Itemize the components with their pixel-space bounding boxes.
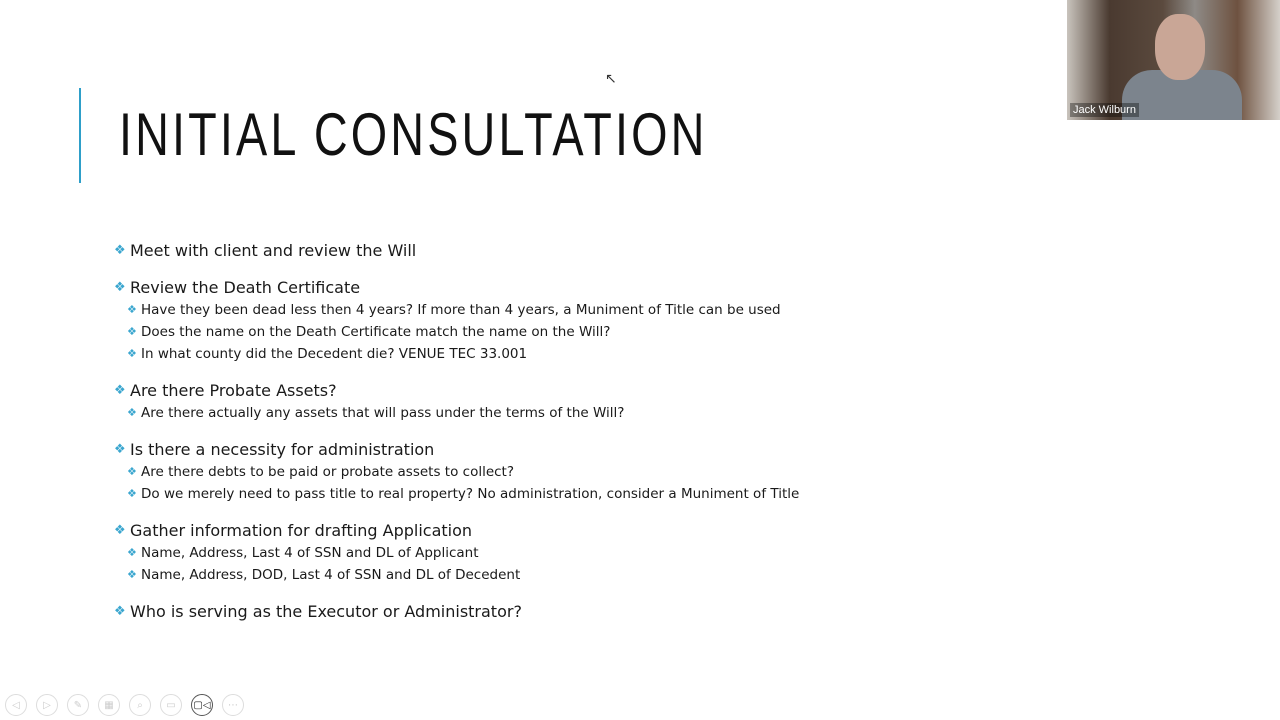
diamond-bullet-icon: ❖ <box>127 325 137 338</box>
sub-bullet-item <box>114 542 799 564</box>
sub-bullet-text: In what county did the Decedent die? VENUE TEC 33.001 <box>141 346 528 362</box>
title-accent-bar <box>79 88 81 183</box>
bullet-item <box>114 380 799 402</box>
diamond-bullet-icon: ❖ <box>127 487 137 500</box>
bullet-item <box>114 520 799 542</box>
bullet-item <box>114 439 799 461</box>
bullet-text: Are there Probate Assets? <box>130 381 337 400</box>
diamond-bullet-icon: ❖ <box>127 546 137 559</box>
diamond-bullet-icon: ❖ <box>127 465 137 478</box>
bullet-text: Is there a necessity for administration <box>130 440 435 459</box>
bullet-group <box>114 439 799 505</box>
diamond-bullet-icon: ❖ <box>114 280 126 295</box>
slide-bullets <box>114 240 799 638</box>
sub-bullet-item <box>114 343 799 365</box>
more-icon[interactable]: ⋯ <box>222 694 244 716</box>
sub-bullet-text: Name, Address, Last 4 of SSN and DL of Applicant <box>141 545 479 561</box>
bullet-group <box>114 240 799 262</box>
sub-bullet-text: Does the name on the Death Certificate match the name on the Will? <box>141 324 611 340</box>
previous-icon[interactable]: ◁ <box>5 694 27 716</box>
camera-icon[interactable]: ▢◁ <box>191 694 213 716</box>
bullet-group <box>114 601 799 623</box>
sub-bullet-text: Are there debts to be paid or probate assets to collect? <box>141 464 515 480</box>
sub-bullet-text: Are there actually any assets that will pass under the terms of the Will? <box>141 405 625 421</box>
bullet-text: Who is serving as the Executor or Administrator? <box>130 602 522 621</box>
participant-name: Jack Wilburn <box>1070 103 1139 117</box>
diamond-bullet-icon: ❖ <box>114 604 126 619</box>
sub-bullet-text: Name, Address, DOD, Last 4 of SSN and DL of Decedent <box>141 567 521 583</box>
diamond-bullet-icon: ❖ <box>114 243 126 258</box>
zoom-icon[interactable]: ⌕ <box>129 694 151 716</box>
bullet-text: Review the Death Certificate <box>130 278 361 297</box>
diamond-bullet-icon: ❖ <box>127 568 137 581</box>
diamond-bullet-icon: ❖ <box>127 303 137 316</box>
sub-bullet-item <box>114 483 799 505</box>
sub-bullet-item <box>114 402 799 424</box>
participant-video[interactable] <box>1067 0 1280 120</box>
slides-icon[interactable]: ▦ <box>98 694 120 716</box>
sub-bullet-item <box>114 461 799 483</box>
mouse-cursor-icon: ↖ <box>605 71 617 87</box>
bullet-group <box>114 520 799 586</box>
bullet-item <box>114 601 799 623</box>
sub-bullet-text: Do we merely need to pass title to real property? No administration, consider a Muniment of Title <box>141 486 800 502</box>
pen-icon[interactable]: ✎ <box>67 694 89 716</box>
bullet-group <box>114 380 799 424</box>
diamond-bullet-icon: ❖ <box>127 406 137 419</box>
bullet-item <box>114 277 799 299</box>
bullet-item <box>114 240 799 262</box>
sub-bullet-item <box>114 299 799 321</box>
bullet-text: Meet with client and review the Will <box>130 241 417 260</box>
diamond-bullet-icon: ❖ <box>127 347 137 360</box>
participant-face <box>1155 14 1205 80</box>
bullet-text: Gather information for drafting Application <box>130 521 473 540</box>
sub-bullet-item <box>114 564 799 586</box>
next-icon[interactable]: ▷ <box>36 694 58 716</box>
sub-bullet-text: Have they been dead less then 4 years? If more than 4 years, a Muniment of Title can be used <box>141 302 781 318</box>
diamond-bullet-icon: ❖ <box>114 442 126 457</box>
diamond-bullet-icon: ❖ <box>114 383 126 398</box>
slide-title: INITIAL CONSULTATION <box>119 101 708 168</box>
sub-bullet-item <box>114 321 799 343</box>
diamond-bullet-icon: ❖ <box>114 523 126 538</box>
slideshow-toolbar <box>5 694 244 716</box>
subtitles-icon[interactable]: ▭ <box>160 694 182 716</box>
bullet-group <box>114 277 799 365</box>
